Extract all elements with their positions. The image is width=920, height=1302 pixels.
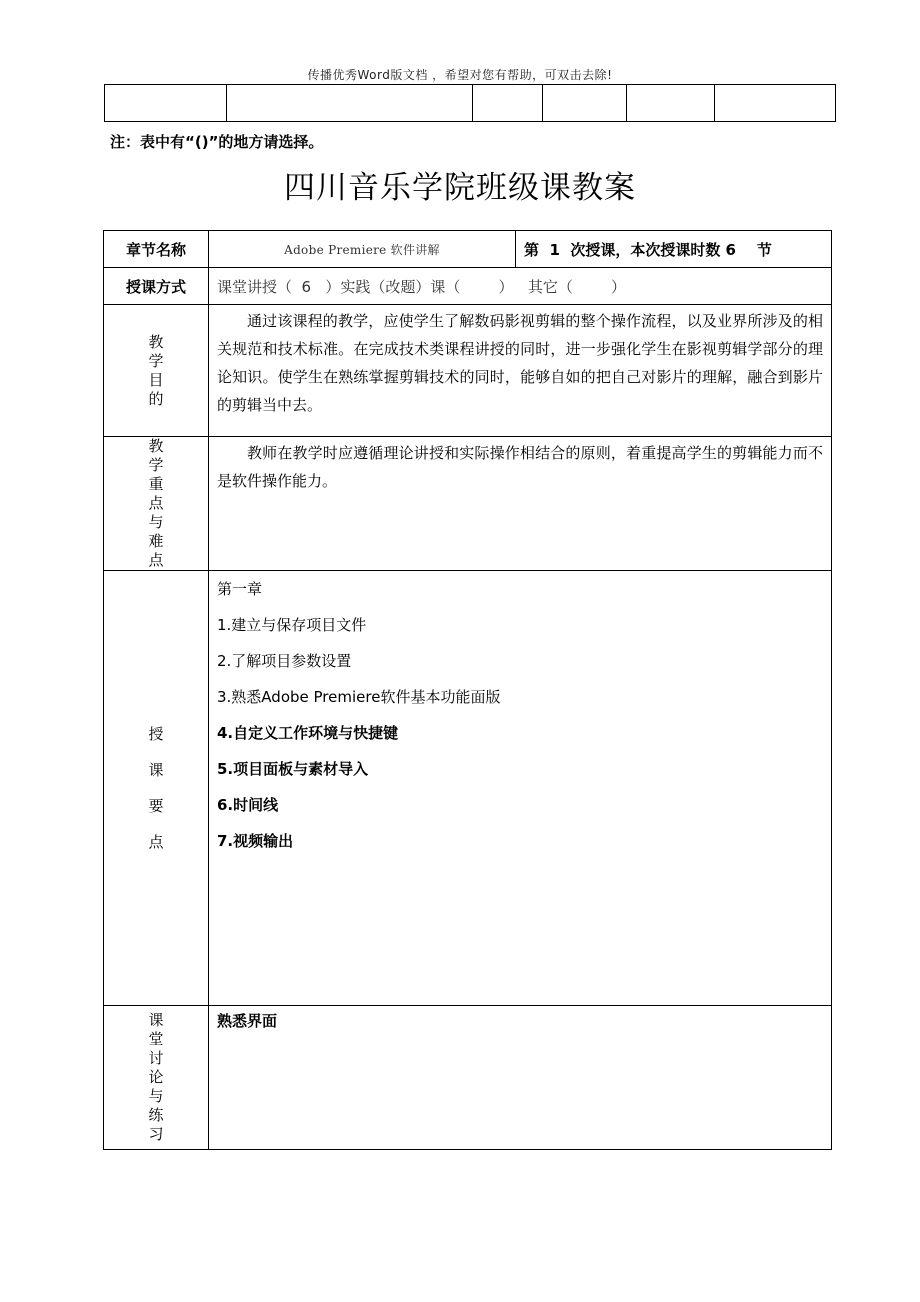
teaching-points-row [104, 571, 832, 1006]
lesson-plan-table [103, 230, 832, 1150]
header-note: 传播优秀Word版文档 ，希望对您有帮助，可双击去除! [307, 68, 613, 82]
label-char: 教 [148, 437, 164, 455]
key-points-label [104, 437, 209, 571]
empty-cell [473, 85, 543, 122]
label-char: 练 [148, 1106, 164, 1124]
selection-notice: 注：表中有“()”的地方请选择。 [110, 133, 324, 151]
session-info: 第 1 次授课，本次授课时数 6 节 [516, 231, 832, 268]
discussion-content [209, 1006, 832, 1150]
label-char: 学 [148, 456, 164, 474]
empty-cell [227, 85, 473, 122]
label-char: 的 [148, 389, 164, 408]
label-char: 点 [148, 494, 164, 512]
label-char: 重 [148, 475, 164, 493]
empty-cell [543, 85, 627, 122]
label-char: 与 [148, 513, 164, 531]
label-char: 课 [148, 1011, 164, 1029]
list-item: 5.项目面板与素材导入 [217, 760, 369, 778]
chapter-row [104, 231, 832, 268]
objective-row [104, 305, 832, 437]
empty-cell [105, 85, 227, 122]
teaching-points-content [209, 571, 832, 1006]
label-char: 学 [148, 351, 164, 370]
document-title: 四川音乐学院班级课教案 [284, 170, 636, 206]
label-char: 教 [148, 332, 164, 351]
teaching-points-list [209, 571, 831, 865]
list-item: 7.视频输出 [217, 832, 294, 850]
key-points-content [209, 437, 832, 571]
key-points-text: 教师在教学时应遵循理论讲授和实际操作相结合的原则，着重提高学生的剪辑能力而不是软件操作能力。 [217, 444, 823, 490]
discussion-text: 熟悉界面 [217, 1012, 278, 1030]
label-char: 课 [148, 761, 164, 779]
chapter-label: 章节名称 [104, 231, 209, 268]
label-char: 讨 [148, 1049, 164, 1067]
list-item: 3.熟悉Adobe Premiere软件基本功能面版 [217, 688, 501, 706]
objective-text: 通过该课程的教学，应使学生了解数码影视剪辑的整个操作流程，以及业界所涉及的相关规范和技术标准。在完成技术类课程讲授的同时，进一步强化学生在影视剪辑学部分的理论知识。使学生在熟练掌握剪辑技术的同时，能够自如的把自己对影片的理解，融合到影片的剪辑当中去。 [217, 312, 823, 414]
mode-label: 授课方式 [104, 268, 209, 305]
list-item: 4.自定义工作环境与快捷键 [217, 724, 399, 742]
mode-row [104, 268, 832, 305]
mode-value: 课堂讲授（ 6 ）实践（改题）课（ ） 其它（ ） [209, 268, 832, 305]
list-item: 1.建立与保存项目文件 [217, 616, 367, 634]
discussion-label [104, 1006, 209, 1150]
label-char: 难 [148, 532, 164, 550]
label-char: 授 [148, 725, 164, 743]
label-char: 论 [148, 1068, 164, 1086]
label-char: 目 [148, 370, 164, 389]
list-item: 6.时间线 [217, 796, 279, 814]
list-item: 2.了解项目参数设置 [217, 652, 352, 670]
objective-label [104, 305, 209, 437]
key-points-row [104, 437, 832, 571]
empty-cell [715, 85, 836, 122]
list-item: 第一章 [217, 580, 263, 598]
discussion-row [104, 1006, 832, 1150]
label-char: 习 [148, 1125, 164, 1143]
chapter-value: Adobe Premiere 软件讲解 [209, 231, 516, 268]
objective-content [209, 305, 832, 437]
label-char: 点 [148, 833, 164, 851]
label-char: 与 [148, 1087, 164, 1105]
label-char: 点 [148, 551, 164, 569]
label-char: 堂 [148, 1030, 164, 1048]
previous-page-table-fragment [104, 84, 836, 122]
empty-cell [627, 85, 715, 122]
label-char: 要 [148, 797, 164, 815]
teaching-points-label [104, 571, 209, 1006]
